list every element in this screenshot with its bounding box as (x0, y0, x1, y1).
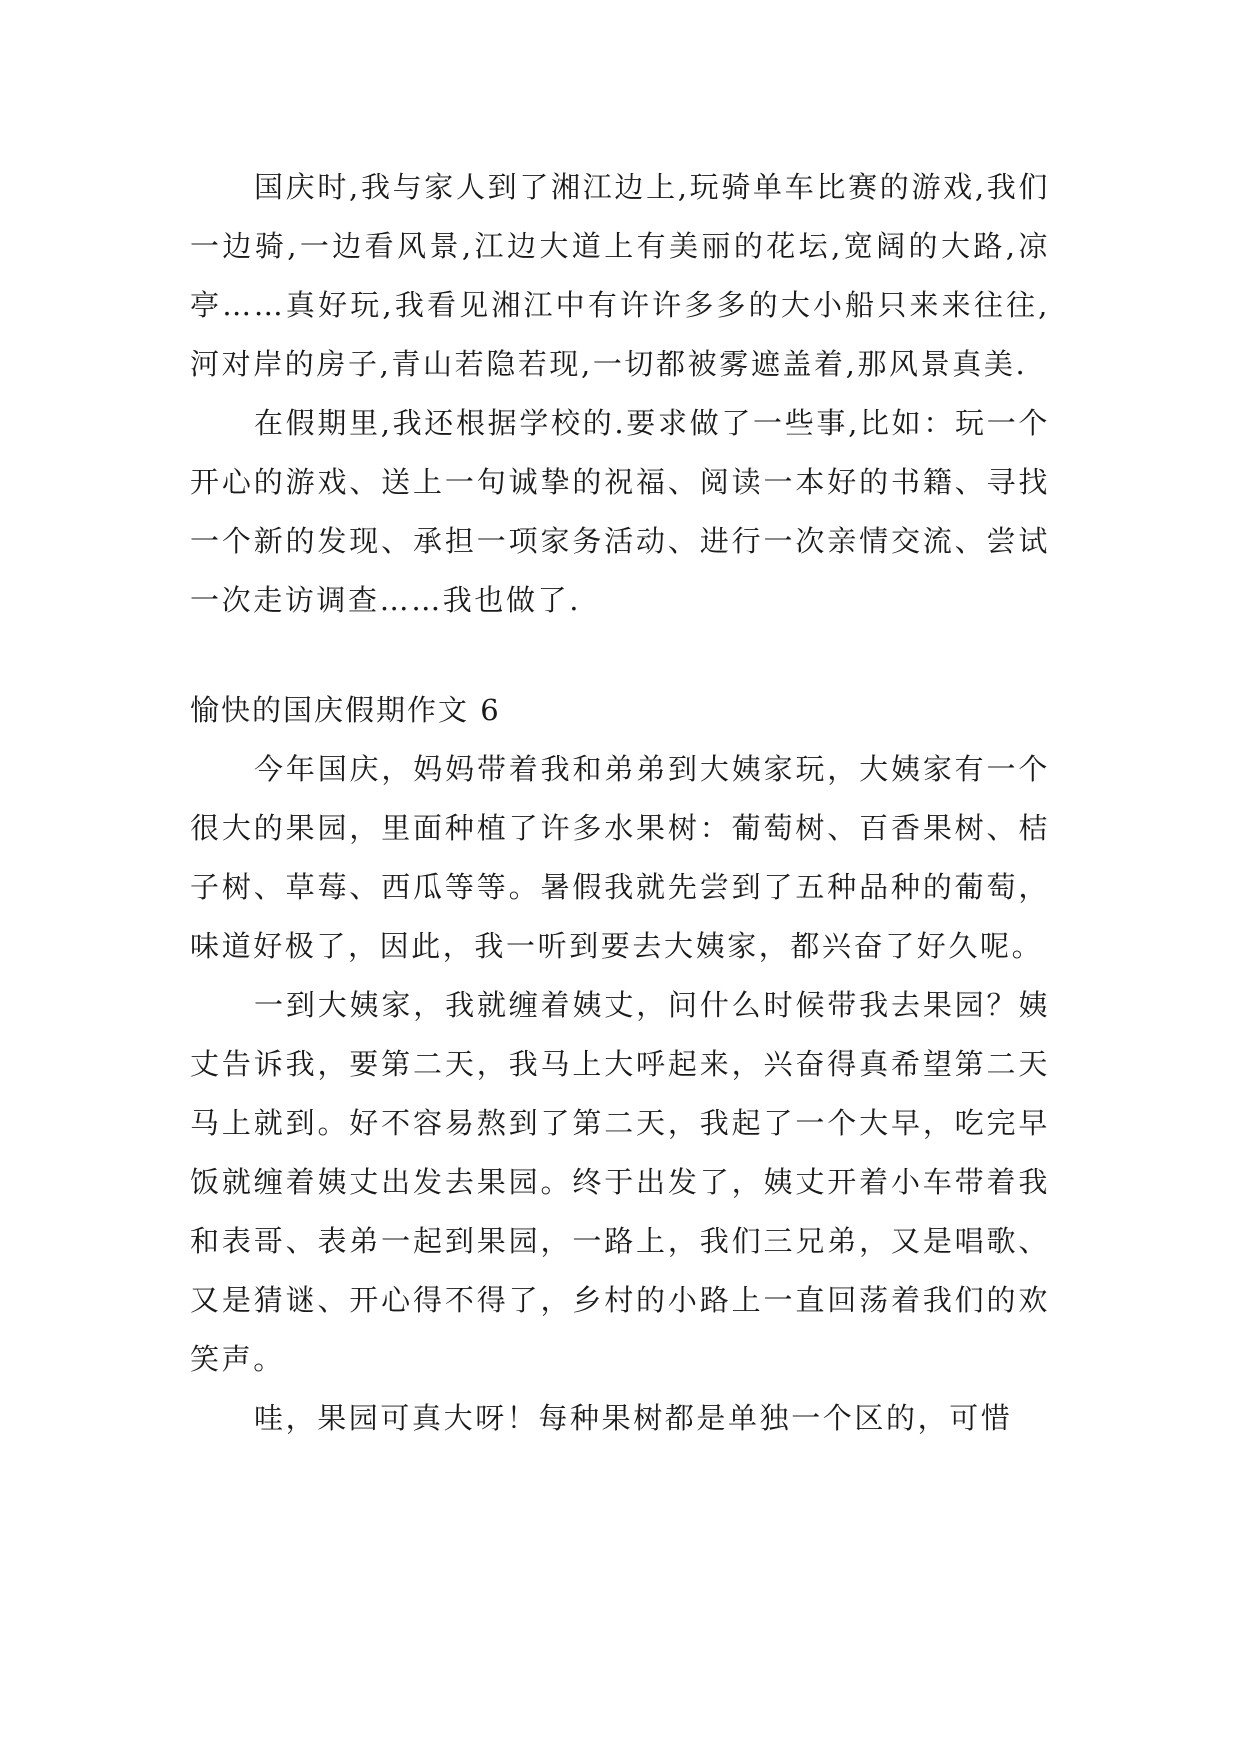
paragraph-orchard-size: 哇，果园可真大呀！每种果树都是单独一个区的，可惜 (254, 1401, 1013, 1435)
paragraph-trip-to-orchard: 一到大姨家，我就缠着姨丈，问什么时候带我去果园？姨丈告诉我，要第二天，我马上大呼起来，兴奋得真希望第二天马上就到。好不容易熬到了第二天，我起了一个大早，吃完早饭就缠着姨丈出发去果园。终于出发了，姨丈开着小车带着我和表哥、表弟一起到果园，一路上，我们三兄弟，又是唱歌、又是猜谜、开心得不得了，乡村的小路上一直回荡着我们的欢笑声。 (190, 988, 1050, 1376)
paragraph-school-tasks: 在假期里,我还根据学校的.要求做了一些事,比如：玩一个开心的游戏、送上一句诚挚的祝福、阅读一本好的书籍、寻找一个新的发现、承担一项家务活动、进行一次亲情交流、尝试一次走访调查……我也做了. (190, 406, 1050, 617)
document-page (190, 158, 1050, 1448)
section-title: 愉快的国庆假期作文 6 (190, 693, 501, 727)
paragraph-national-day-bike-ride: 国庆时,我与家人到了湘江边上,玩骑单车比赛的游戏,我们一边骑,一边看风景,江边大道上有美丽的花坛,宽阔的大路,凉亭……真好玩,我看见湘江中有许许多多的大小船只来来往往,河对岸的房子,青山若隐若现,一切都被雾遮盖着,那风景真美. (190, 170, 1050, 381)
paragraph-visit-aunt: 今年国庆，妈妈带着我和弟弟到大姨家玩，大姨家有一个很大的果园，里面种植了许多水果树：葡萄树、百香果树、桔子树、草莓、西瓜等等。暑假我就先尝到了五种品种的葡萄，味道好极了，因此，我一听到要去大姨家，都兴奋了好久呢。 (190, 752, 1050, 963)
